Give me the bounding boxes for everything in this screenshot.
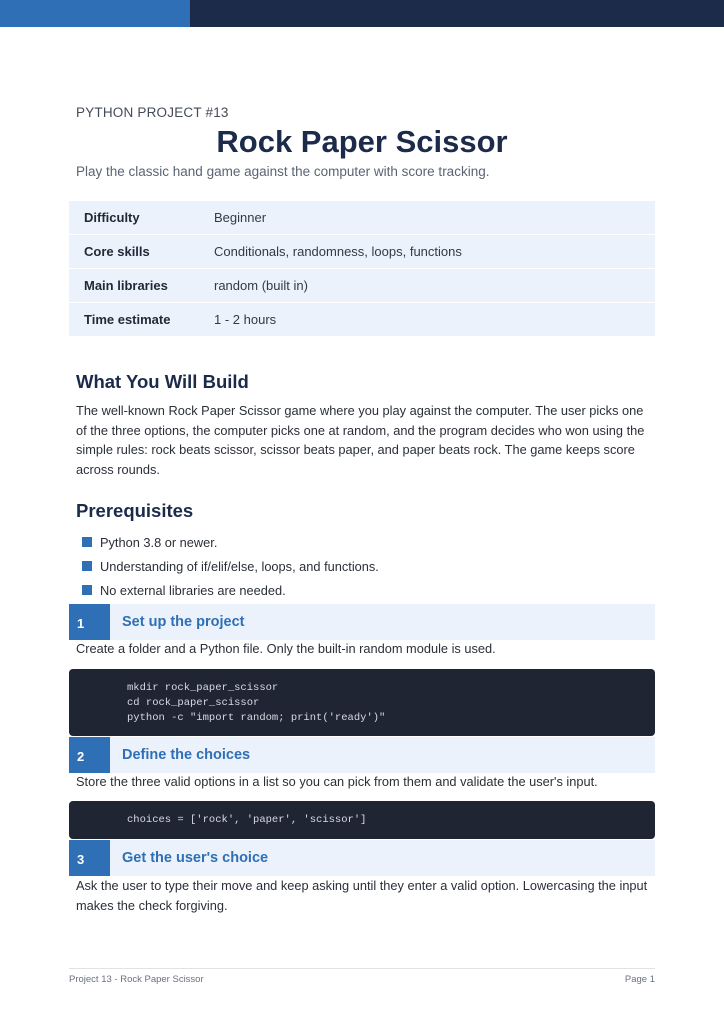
project-meta-table	[69, 201, 655, 337]
top-banner	[0, 0, 724, 27]
list-item-text: Python 3.8 or newer.	[100, 534, 218, 550]
code-line: python -c "import random; print('ready')"	[127, 712, 386, 724]
footer-divider	[69, 968, 655, 969]
page-title: Rock Paper Scissor	[216, 124, 508, 159]
meta-value: Conditionals, randomness, loops, functions	[214, 244, 462, 259]
build-description	[76, 401, 648, 479]
meta-value: Beginner	[214, 210, 267, 225]
step-number: 2	[69, 737, 110, 773]
footer-project-label: Project 13 - Rock Paper Scissor	[69, 974, 204, 985]
step-title: Define the choices	[122, 747, 251, 763]
section-heading-build: What You Will Build	[76, 371, 249, 392]
step-header-2	[69, 737, 655, 773]
step-header-1	[69, 604, 655, 640]
step-3-description	[76, 876, 648, 915]
code-line: mkdir rock_paper_scissor	[127, 682, 279, 694]
top-banner-accent	[0, 0, 190, 27]
paragraph-line: Ask the user to type their move and keep asking until they enter a valid option. Lowercasing the input	[76, 878, 648, 893]
bullet-square-icon	[82, 585, 92, 595]
step-number: 3	[69, 840, 110, 876]
list-item	[82, 578, 379, 602]
code-block-2	[69, 801, 655, 839]
meta-row-difficulty	[69, 201, 655, 235]
meta-row-main-libraries	[69, 269, 655, 303]
step-title: Set up the project	[122, 614, 245, 630]
meta-row-core-skills	[69, 235, 655, 269]
paragraph-line: Store the three valid options in a list so you can pick from them and validate the user's input.	[76, 774, 598, 789]
code-block-1	[69, 669, 655, 736]
meta-row-time-estimate	[69, 303, 655, 337]
step-title: Get the user's choice	[122, 850, 269, 866]
meta-key: Time estimate	[84, 312, 171, 327]
project-kicker: PYTHON PROJECT #13	[76, 105, 229, 120]
code-line: cd rock_paper_scissor	[127, 697, 260, 709]
prerequisites-list	[82, 530, 379, 602]
bullet-square-icon	[82, 561, 92, 571]
step-header-3	[69, 840, 655, 876]
list-item	[82, 554, 379, 578]
footer-page-number: Page 1	[624, 974, 655, 985]
step-2-description	[76, 772, 648, 792]
page-subtitle: Play the classic hand game against the computer with score tracking.	[76, 164, 490, 179]
list-item-text: No external libraries are needed.	[100, 582, 286, 598]
meta-value: 1 - 2 hours	[214, 312, 277, 327]
paragraph-line: simple rules: rock beats scissor, scissor beats paper, and paper beats rock. The game keeps score	[76, 442, 635, 457]
section-heading-prerequisites: Prerequisites	[76, 500, 194, 521]
list-item-text: Understanding of if/elif/else, loops, and functions.	[100, 558, 379, 574]
meta-key: Main libraries	[84, 278, 168, 293]
step-number: 1	[69, 604, 110, 640]
meta-key: Core skills	[84, 244, 150, 259]
step-1-description	[76, 639, 648, 659]
list-item	[82, 530, 379, 554]
paragraph-line: of the three options, the computer picks one at random, and the program decides who won using the	[76, 422, 645, 438]
bullet-square-icon	[82, 537, 92, 547]
paragraph-line: Create a folder and a Python file. Only the built-in random module is used.	[76, 641, 496, 656]
paragraph-line: across rounds.	[76, 461, 160, 477]
code-line: choices = ['rock', 'paper', 'scissor']	[127, 814, 367, 826]
paragraph-line: The well-known Rock Paper Scissor game where you play against the computer. The user picks one	[76, 403, 644, 418]
meta-value: random (built in)	[214, 278, 308, 293]
paragraph-line: makes the check forgiving.	[76, 897, 228, 913]
meta-key: Difficulty	[84, 210, 140, 225]
